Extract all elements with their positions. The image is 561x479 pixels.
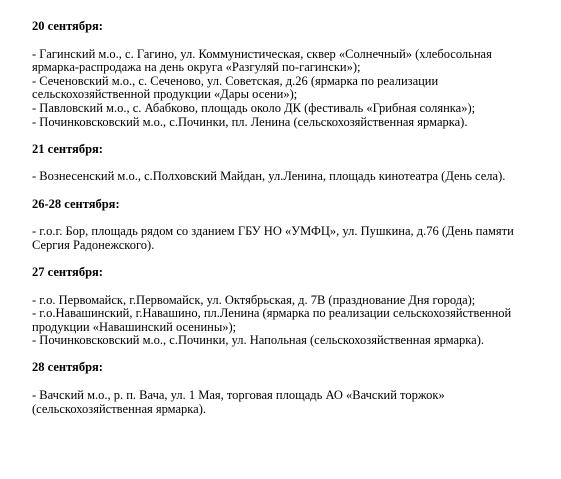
list-item: - г.о.Навашинский, г.Навашино, пл.Ленина (ярмарка по реализации сельскохозяйственной	[32, 306, 512, 321]
section-date: 27 сентября:	[32, 264, 103, 279]
section-items	[32, 389, 549, 416]
section-items	[32, 170, 549, 184]
list-item: - Сеченовский м.о., с. Сеченово, ул. Советская, д.26 (ярмарка по реализации	[32, 73, 439, 88]
list-item: - г.о.г. Бор, площадь рядом со зданием ГБУ НО «УМФЦ», ул. Пушкина, д.76 (День памяти	[32, 224, 514, 239]
section-items	[32, 294, 549, 348]
section-items	[32, 48, 549, 130]
list-item-continuation: продукции «Навашинский осенины»);	[32, 319, 237, 334]
section	[32, 266, 549, 348]
section-spacer	[32, 184, 549, 198]
list-item: - Гагинский м.о., с. Гагино, ул. Коммунистическая, сквер «Солнечный» (хлебосольная	[32, 46, 492, 61]
section-spacer	[32, 348, 549, 362]
list-item: - Починковсковский м.о., с.Починки, ул. Напольная (сельскохозяйственная ярмарка).	[32, 333, 485, 348]
section	[32, 198, 549, 253]
section	[32, 361, 549, 416]
list-item-continuation: ярмарка-распродажа на день округа «Разгуляй по-гагински»);	[32, 60, 361, 75]
section	[32, 20, 549, 129]
section-spacer	[32, 252, 549, 266]
section-items	[32, 225, 549, 252]
list-item: - Павловский м.о., с. Абабково, площадь около ДК (фестиваль «Грибная солянка»);	[32, 100, 476, 115]
list-item: - Починковсковский м.о., с.Починки, пл. Ленина (сельскохозяйственная ярмарка).	[32, 114, 468, 129]
list-item: - Вачский м.о., р. п. Вача, ул. 1 Мая, торговая площадь АО «Вачский торжок»	[32, 388, 445, 403]
list-item-continuation: сельскохозяйственной продукции «Дары осени»);	[32, 87, 298, 102]
list-item: - Вознесенский м.о., с.Полховский Майдан, ул.Ленина, площадь кинотеатра (День села).	[32, 169, 506, 184]
section-spacer	[32, 129, 549, 143]
section-date: 26-28 сентября:	[32, 196, 120, 211]
section-date: 21 сентября:	[32, 141, 103, 156]
section	[32, 143, 549, 184]
list-item: - г.о. Первомайск, г.Первомайск, ул. Октябрьская, д. 7В (празднование Дня города);	[32, 292, 476, 307]
list-item-continuation: (сельскохозяйственная ярмарка).	[32, 401, 207, 416]
list-item-continuation: Сергия Радонежского).	[32, 237, 155, 252]
section-date: 28 сентября:	[32, 360, 103, 375]
section-date: 20 сентября:	[32, 19, 103, 33]
